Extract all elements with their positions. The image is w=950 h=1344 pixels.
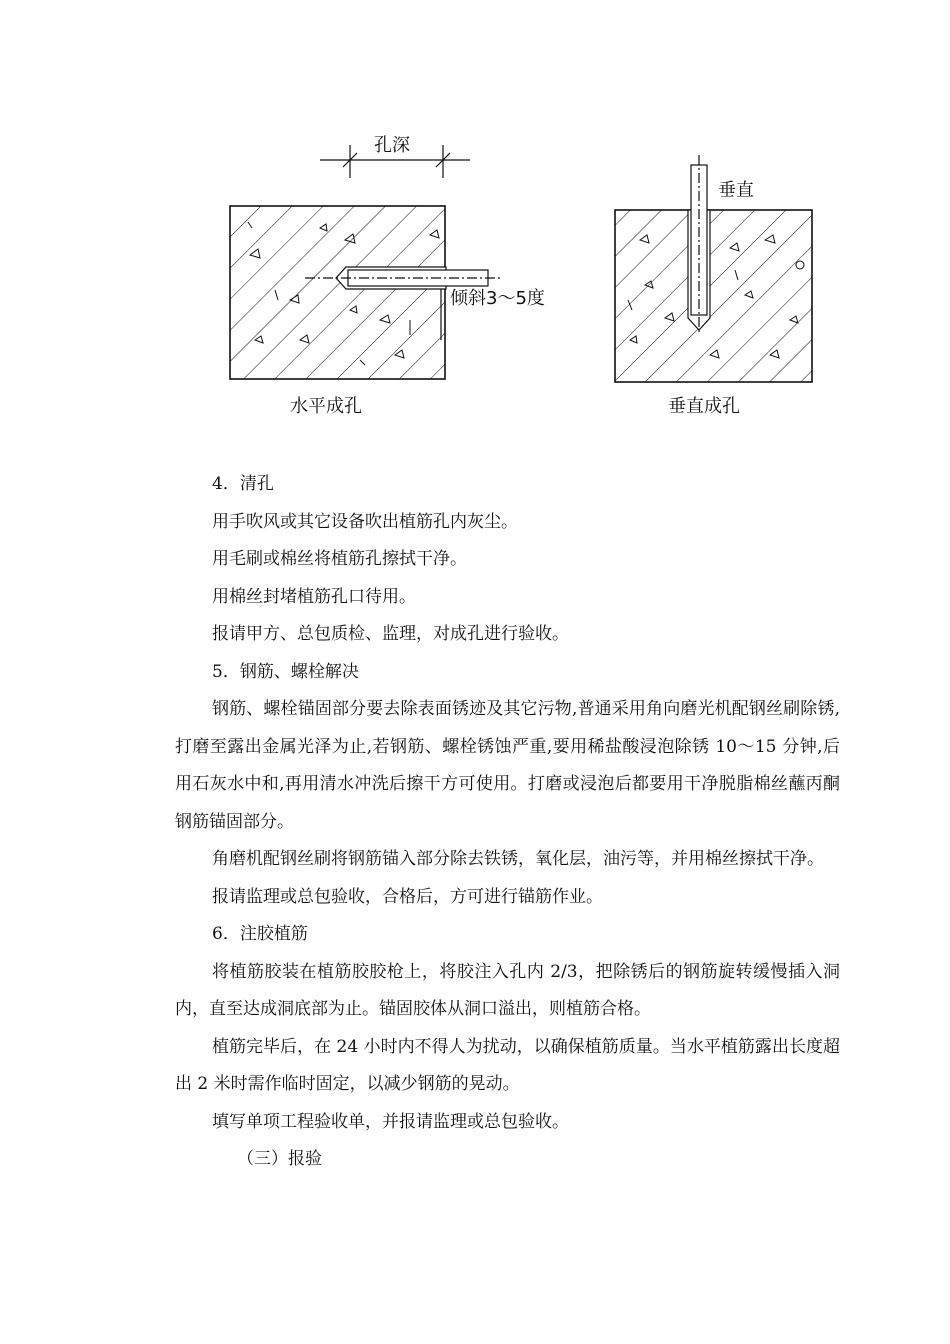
tilt-label: 倾斜3～5度 [450, 288, 545, 309]
paragraph: （三）报验 [237, 1149, 322, 1169]
paragraph: 4．清孔 [212, 474, 274, 494]
paragraph: 报请甲方、总包质检、监理，对成孔进行验收。 [212, 624, 569, 644]
paragraph: 填写单项工程验收单，并报请监理或总包验收。 [212, 1111, 569, 1132]
paragraph: 用棉丝封堵植筋孔口待用。 [212, 586, 416, 607]
paragraph: 将植筋胶装在植筋胶胶枪上，将胶注入孔内 2/3，把除锈后的钢筋旋转缓慢插入洞内，直至达成洞底部为止。锚固胶体从洞口溢出，则植筋合格。 [175, 961, 840, 1019]
paragraph: 报请监理或总包验收，合格后，方可进行锚筋作业。 [212, 886, 603, 907]
paragraph: 角磨机配钢丝刷将钢筋锚入部分除去铁锈，氧化层，油污等，并用棉丝擦拭干净。 [212, 849, 824, 869]
depth-label: 孔深 [374, 135, 410, 156]
paragraph: 植筋完毕后，在 24 小时内不得人为扰动，以确保植筋质量。当水平植筋露出长度超出 2 米时需作临时固定，以减少钢筋的晃动。 [175, 1036, 840, 1094]
vertical-label: 垂直 [718, 180, 754, 201]
drilling-diagram [0, 0, 950, 440]
paragraph: 用毛刷或棉丝将植筋孔擦拭干净。 [212, 549, 467, 569]
paragraph: 6．注胶植筋 [212, 924, 308, 944]
concrete-block-left [230, 206, 445, 379]
paragraph: 钢筋、螺栓锚固部分要去除表面锈迹及其它污物,普通采用角向磨光机配钢丝刷除锈,打磨至露出金属光泽为止,若钢筋、螺栓锈蚀严重,要用稀盐酸浸泡除锈 10～15 分钟,后用石灰水中和,再用清水冲洗后擦干方可使用。打磨或浸泡后都要用干净脱脂棉丝蘸丙酮钢筋锚固部分。 [175, 699, 840, 832]
paragraph: 5．钢筋、螺栓解决 [212, 661, 359, 682]
right-caption: 垂直成孔 [668, 396, 740, 417]
left-caption: 水平成孔 [290, 396, 362, 417]
vertical-hole [688, 155, 710, 335]
paragraph: 用手吹风或其它设备吹出植筋孔内灰尘。 [212, 511, 518, 532]
concrete-block-right [615, 210, 812, 382]
document-body [175, 466, 840, 1179]
